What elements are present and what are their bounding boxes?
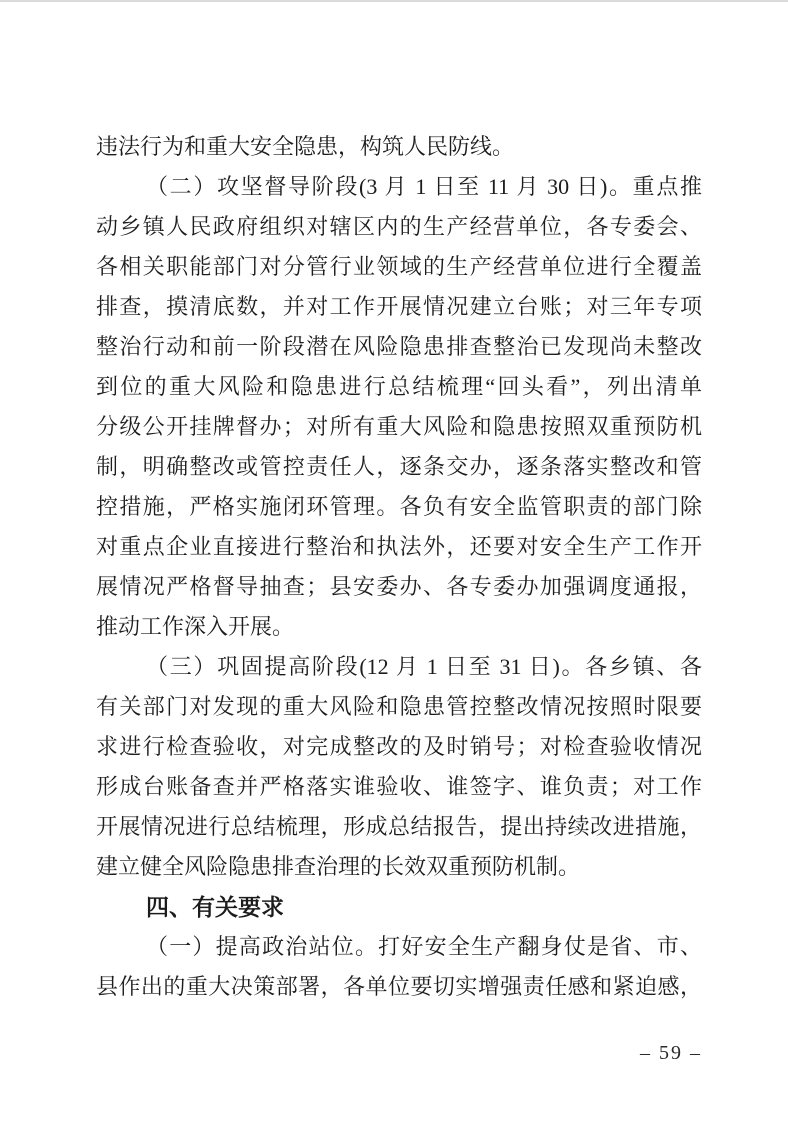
text-line: 县作出的重大决策部署，各单位要切实增强责任感和紧迫感， [96,974,702,999]
text-line: 展情况严格督导抽查；县安委办、各专委办加强调度通报， [96,574,702,599]
text-line: 求进行检查验收，对完成整改的及时销号；对检查验收情况 [96,734,702,759]
scan-edge-artifact [0,0,788,2]
text-line: 到位的重大风险和隐患进行总结梳理“回头看”，列出清单 [96,374,702,399]
text-line: 控措施，严格实施闭环管理。各负有安全监管职责的部门除 [96,494,702,519]
text-line: 排查，摸清底数，并对工作开展情况建立台账；对三年专项 [96,294,702,319]
text-line: 开展情况进行总结梳理，形成总结报告，提出持续改进措施， [96,814,702,839]
text-line: 对重点企业直接进行整治和执法外，还要对安全生产工作开 [96,534,702,559]
text-line: 形成台账备查并严格落实谁验收、谁签字、谁负责；对工作 [96,774,702,799]
text-line: 违法行为和重大安全隐患，构筑人民防线。 [96,134,515,159]
text-line: 各相关职能部门对分管行业领域的生产经营单位进行全覆盖 [96,254,702,279]
document-text-block [96,127,702,1007]
text-line: 制，明确整改或管控责任人，逐条交办，逐条落实整改和管 [96,454,702,479]
text-line: （一）提高政治站位。打好安全生产翻身仗是省、市、 [146,934,702,959]
text-line: （三）巩固提高阶段(12 月 1 日至 31 日)。各乡镇、各 [146,654,702,679]
text-line: 分级公开挂牌督办；对所有重大风险和隐患按照双重预防机 [96,414,702,439]
page-number: – 59 – [640,1042,702,1064]
text-line: 有关部门对发现的重大风险和隐患管控整改情况按照时限要 [96,694,702,719]
section-heading: 四、有关要求 [146,894,284,920]
text-line: 推动工作深入开展。 [96,614,295,639]
text-line: （二）攻坚督导阶段(3 月 1 日至 11 月 30 日)。重点推 [146,174,702,199]
text-line: 动乡镇人民政府组织对辖区内的生产经营单位，各专委会、 [96,214,702,239]
text-line: 建立健全风险隐患排查治理的长效双重预防机制。 [96,854,581,879]
text-line: 整治行动和前一阶段潜在风险隐患排查整治已发现尚未整改 [96,334,702,359]
